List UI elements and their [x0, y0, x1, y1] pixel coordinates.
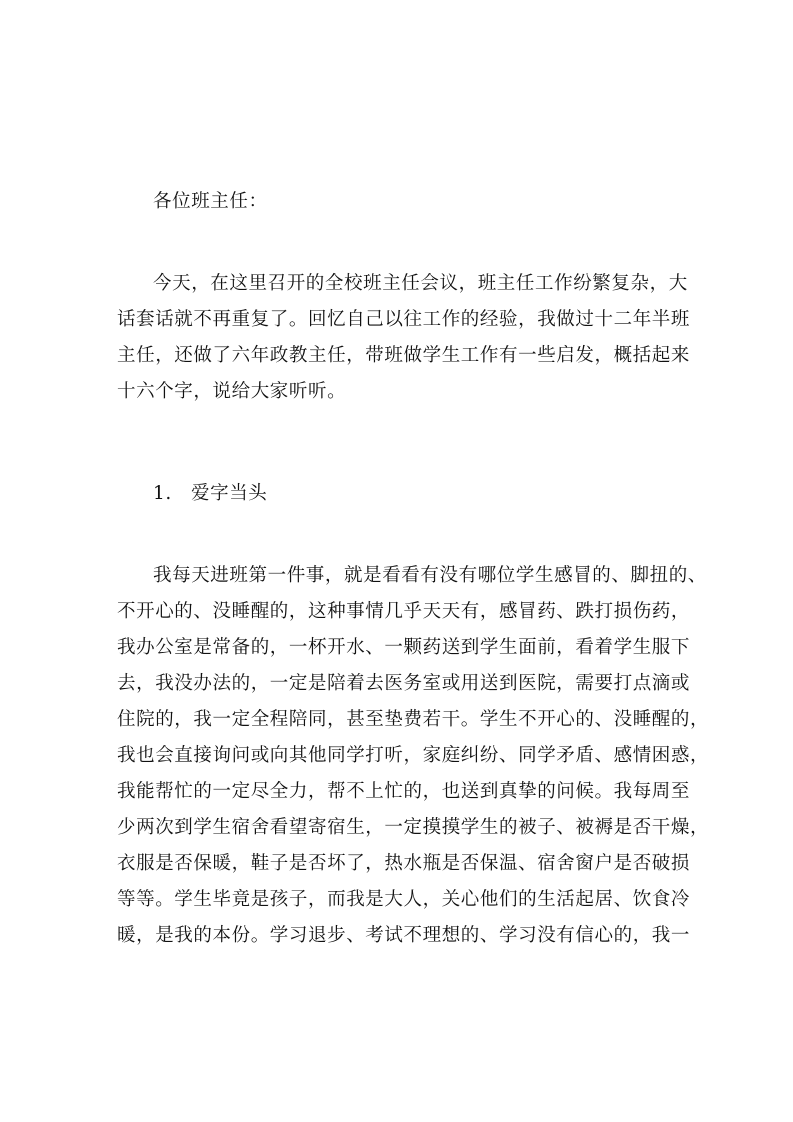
- body-line-3: 我办公室是常备的，一杯开水、一颗药送到学生面前，看着学生服下: [117, 637, 691, 658]
- body-line-9: 衣服是否保暖，鞋子是否坏了，热水瓶是否保温、宿舍窗户是否破损: [117, 853, 691, 874]
- intro-line-4: 十六个字，说给大家听听。: [117, 381, 347, 402]
- body-line-7: 我能帮忙的一定尽全力，帮不上忙的，也送到真挚的问候。我每周至: [117, 781, 691, 802]
- body-line-5: 住院的，我一定全程陪同，甚至垫费若干。学生不开心的、没睡醒的，: [117, 709, 710, 730]
- section-number: 1.: [153, 483, 172, 504]
- salutation: 各位班主任：: [153, 191, 268, 212]
- intro-line-2: 话套话就不再重复了。回忆自己以往工作的经验，我做过十二年半班: [117, 309, 691, 330]
- section-title: 爱字当头: [191, 483, 268, 504]
- body-line-11: 暖，是我的本份。学习退步、考试不理想的、学习没有信心的，我一: [117, 925, 691, 946]
- body-line-6: 我也会直接询问或向其他同学打听，家庭纠纷、同学矛盾、感情困惑，: [117, 745, 710, 766]
- body-line-4: 去，我没办法的，一定是陪着去医务室或用送到医院，需要打点滴或: [117, 673, 691, 694]
- intro-line-1: 今天，在这里召开的全校班主任会议，班主任工作纷繁复杂，大: [153, 273, 688, 294]
- body-line-10: 等等。学生毕竟是孩子，而我是大人，关心他们的生活起居、饮食冷: [117, 889, 691, 910]
- body-line-2: 不开心的、没睡醒的，这种事情几乎天天有，感冒药、跌打损伤药，: [117, 601, 691, 622]
- body-line-1: 我每天进班第一件事，就是看看有没有哪位学生感冒的、脚扭的、: [153, 565, 707, 586]
- intro-line-3: 主任，还做了六年政教主任，带班做学生工作有一些启发，概括起来: [117, 345, 691, 366]
- section-heading: [153, 483, 723, 505]
- body-line-8: 少两次到学生宿舍看望寄宿生，一定摸摸学生的被子、被褥是否干燥，: [117, 817, 710, 838]
